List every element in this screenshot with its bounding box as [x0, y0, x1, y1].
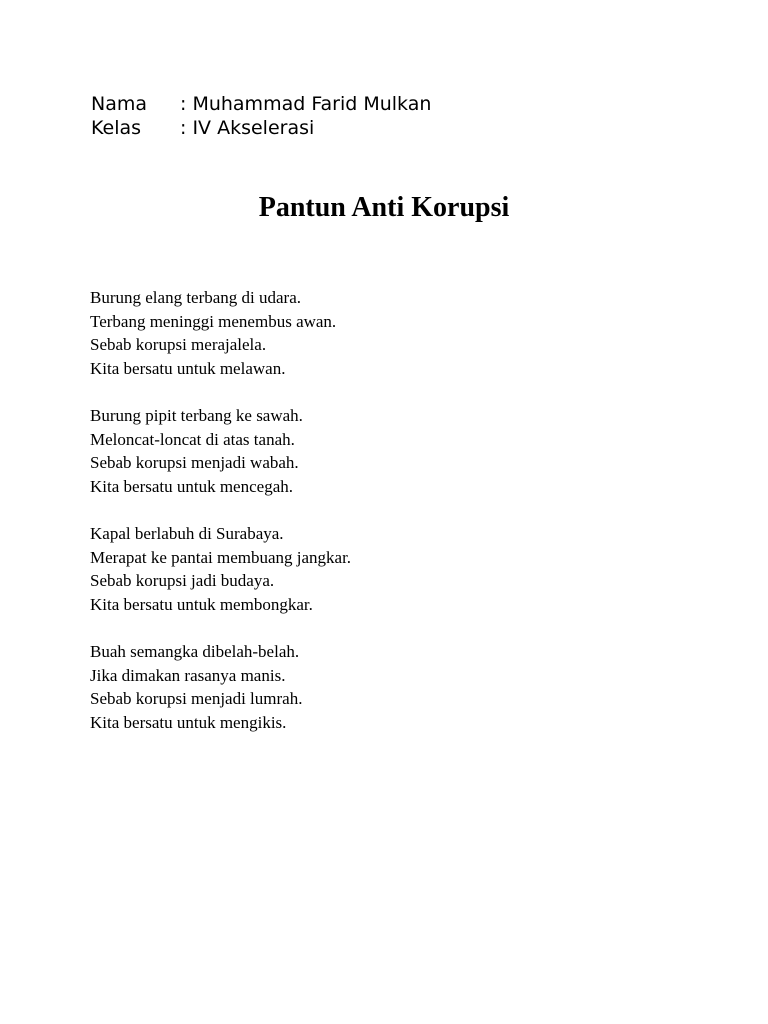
poem-line: Jika dimakan rasanya manis.: [90, 665, 286, 685]
poem: [90, 286, 351, 758]
poem-line: Sebab korupsi merajalela.: [90, 335, 267, 354]
poem-line: Burung pipit terbang ke sawah.: [90, 406, 303, 425]
class-value: : IV Akselerasi: [180, 117, 315, 139]
poem-line: Kita bersatu untuk membongkar.: [90, 594, 313, 614]
stanza: [90, 286, 351, 380]
page-title: Pantun Anti Korupsi: [258, 192, 510, 223]
class-row: [91, 116, 431, 140]
student-info: [91, 92, 431, 140]
stanza: [90, 522, 351, 616]
poem-line: Burung elang terbang di udara.: [90, 288, 302, 307]
stanza: [90, 404, 351, 498]
poem-line: Kita bersatu untuk mengikis.: [90, 712, 287, 732]
class-label: Kelas: [91, 117, 142, 139]
poem-line: Terbang meninggi menembus awan.: [90, 311, 337, 331]
stanza: [90, 640, 351, 734]
poem-line: Sebab korupsi menjadi lumrah.: [90, 689, 303, 708]
poem-line: Kapal berlabuh di Surabaya.: [90, 524, 284, 543]
name-row: [91, 92, 431, 116]
poem-line: Merapat ke pantai membuang jangkar.: [90, 547, 352, 567]
poem-line: Kita bersatu untuk melawan.: [90, 358, 286, 378]
poem-line: Sebab korupsi jadi budaya.: [90, 571, 275, 590]
name-value: : Muhammad Farid Mulkan: [180, 93, 432, 115]
name-label: Nama: [91, 93, 148, 115]
poem-line: Sebab korupsi menjadi wabah.: [90, 453, 299, 472]
poem-line: Kita bersatu untuk mencegah.: [90, 476, 293, 496]
poem-line: Buah semangka dibelah-belah.: [90, 642, 300, 661]
poem-line: Meloncat-loncat di atas tanah.: [90, 429, 295, 449]
